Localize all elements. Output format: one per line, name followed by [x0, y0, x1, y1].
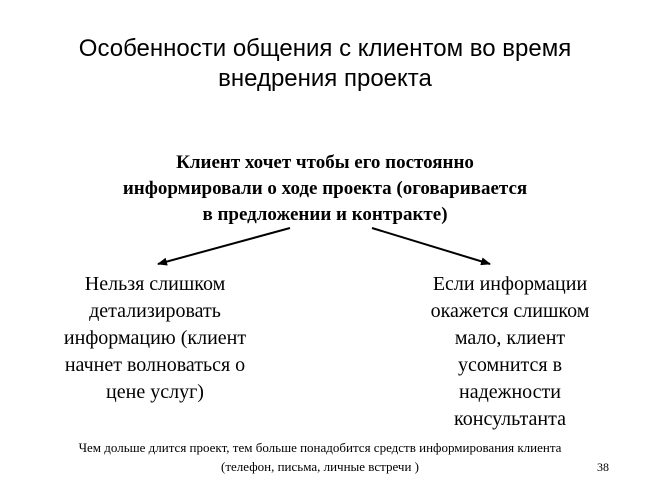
left-consequence-box: [40, 271, 270, 406]
central-statement-line-2: информировали о ходе проекта (оговаривается: [122, 178, 528, 199]
right-box-line-2: окажется слишком: [430, 300, 590, 322]
footer-note-line-2: (телефон, письма, личные встречи ): [221, 459, 419, 474]
left-box-line-1: Нельзя слишком: [84, 273, 226, 295]
right-box-line-1: Если информации: [432, 273, 588, 295]
footer-note: [45, 438, 595, 476]
right-box-line-3: мало, клиент: [454, 327, 566, 349]
right-box-line-5: надежности: [459, 381, 561, 403]
central-statement-line-1: Клиент хочет чтобы его постоянно: [176, 152, 474, 173]
central-statement-line-3: в предложении и контракте): [202, 204, 448, 225]
slide-title-line-2: внедрения проекта: [218, 65, 432, 92]
arrow-left: [158, 228, 290, 264]
left-box-line-5: цене услуг): [106, 381, 204, 403]
right-consequence-box: [395, 271, 625, 433]
footer-note-line-1: Чем дольше длится проект, тем больше понадобится средств информирования клиента: [78, 440, 562, 455]
left-box-line-2: детализировать: [89, 300, 221, 322]
left-box-line-4: начнет волноваться о: [64, 354, 246, 376]
left-box-line-3: информацию (клиент: [63, 327, 247, 349]
right-box-line-6: консультанта: [454, 408, 566, 430]
right-box-line-4: усомнится в: [457, 354, 563, 376]
arrow-right: [372, 228, 490, 264]
page-number: 38: [597, 460, 609, 474]
slide-title-line-1: Особенности общения с клиентом во время: [78, 35, 572, 62]
